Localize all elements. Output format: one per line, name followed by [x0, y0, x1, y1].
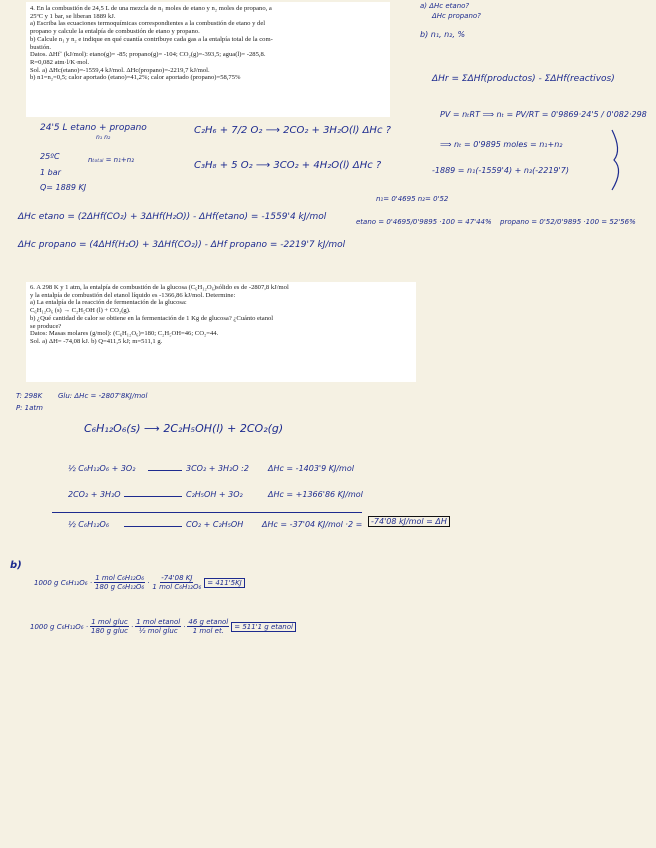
note-step1-left: ½ C₆H₁₂O₆ + 3O₂ — [68, 464, 136, 473]
note-heat-calc: 1000 g C₆H₁₂O₆ · $\frac{\text{1 mol C₆H₁₂O₆}}{\text{180 g C₆H₁₂O₆}}$ · $\frac{-74'08 KJ}{\text{1 mol C₆H₁₂O₆}}$ = 411'5KJ — [34, 574, 245, 591]
problem-6-line: se produce? — [30, 322, 62, 330]
fraction — [151, 574, 202, 591]
fraction — [90, 618, 129, 635]
sum-line — [52, 512, 362, 513]
problem-6-line: 6. A 298 K y 1 atm, la entalpía de combustión de la glucosa (C₆H₁₂O₆)sólido es de -2807,8 kJ/mol — [30, 284, 289, 291]
problem-6-line: C₆H₁₂O₆ (s) → C₂H₅OH (l) + CO₂(g). — [30, 307, 131, 315]
note-dh-ethane: ΔHc etano = (2ΔHf(CO₂) + 3ΔHf(H₂O)) - ΔHf(etano) = -1559'4 kJ/mol — [18, 212, 327, 222]
problem-4-line: bustión. — [30, 43, 52, 51]
note-given-volume: 24'5 L etano + propano — [40, 123, 147, 133]
note-dh-propane: ΔHc propano = (4ΔHf(H₂O) + 3ΔHf(CO₂)) - ΔHf propano = -2219'7 kJ/mol — [18, 240, 346, 250]
note-step3-left: ½ C₆H₁₂O₆ — [68, 520, 110, 529]
note-given-moles: n₁ n₂ — [96, 134, 111, 141]
note-propane-equation: C₃H₈ + 5 O₂ ⟶ 3CO₂ + 4H₂O(l) ΔHc ? — [194, 160, 382, 171]
fraction — [94, 574, 145, 591]
arrow-line — [124, 526, 182, 527]
problem-4-line: propano y calcule la entalpía de combustión de etano y propano. — [30, 28, 200, 36]
note-ideal-gas: PV = nₜRT ⟹ nₜ = PV/RT = 0'9869·24'5 / 0'082·298 — [440, 110, 647, 119]
fraction-den: ½ mol gluc — [138, 627, 178, 635]
note-percent-propane: propano = 0'52/0'9895 ·100 = 52'56% — [500, 218, 636, 226]
problem-6-statement — [26, 282, 416, 382]
note-fermentation-reaction: C₆H₁₂O₆(s) ⟶ 2C₂H₅OH(l) + 2CO₂(g) — [84, 422, 284, 435]
fraction-num: 1 mol C₆H₁₂O₆ — [95, 574, 145, 582]
note-total-moles: ⟹ nₜ = 0'9895 moles = n₁+n₂ — [440, 140, 563, 149]
arrow-line — [124, 496, 182, 497]
problem-4-line: 4. En la combustión de 24,5 L de una mezcla de n₁ moles de etano y n₂ moles de propano, a — [30, 5, 272, 12]
note-ntotal: nₜₒₜₐₗ = n₁+n₂ — [88, 156, 135, 164]
fraction-den: 180 g gluc — [91, 627, 128, 635]
note-ethanol-calc: 1000 g C₆H₁₂O₆ · $\frac{\text{1 mol gluc}}{\text{180 g gluc}}$ · $\frac{\text{1 mol etanol}}{\text{½ mol gluc}}$ · $\frac{\text{46 g etanol}}{\text{1 mol et.}}$ = 511'1 g etanol — [30, 618, 296, 635]
note-glucose-dh: Glu: ΔHc = -2807'8KJ/mol — [58, 392, 148, 400]
fraction-den: 1 mol et. — [192, 627, 224, 635]
note-system-equation: -1889 = n₁(-1559'4) + n₂(-2219'7) — [432, 166, 569, 175]
fraction-num: 46 g etanol — [188, 618, 229, 626]
note-given-heat: Q= 1889 KJ — [40, 183, 87, 192]
note-part-b-label: b) — [10, 560, 22, 571]
note-temperature: T: 298K — [16, 392, 43, 400]
answer-box-ethanol: = 511'1 g etanol — [231, 622, 296, 632]
problem-4-line: R=0,082 atm·l/K·mol. — [30, 58, 90, 66]
fraction — [135, 618, 181, 635]
problem-4-line: a) Escriba las ecuaciones termoquímicas correspondientes a la combustión de etano y del — [30, 20, 266, 28]
note-hess-law: ΔHr = ΣΔHf(productos) - ΣΔHf(reactivos) — [432, 74, 615, 84]
problem-6-line: a) La entalpía de la reacción de fermentación de la glucosa: — [30, 299, 187, 307]
fraction — [187, 618, 229, 635]
problem-6-line: b) ¿Qué cantidad de calor se obtiene en la fermentación de 1 Kg de glucosa? ¿Cuánto etanol — [30, 314, 274, 322]
calc-start: 1000 g C₆H₁₂O₆ · — [34, 578, 93, 587]
note-step2-right: C₂H₅OH + 3O₂ — [186, 490, 243, 499]
problem-4-line: b) n1=n₂=0,5; calor aportado (etano)=41,2%; calor aportado (propano)=58,75% — [30, 74, 241, 82]
note-ethane-equation: C₂H₆ + 7/2 O₂ ⟶ 2CO₂ + 3H₂O(l) ΔHc ? — [194, 125, 391, 136]
answer-box-dh: -74'08 kJ/mol = ΔH — [368, 516, 450, 527]
note-question-a: a) ΔHc etano? — [420, 2, 470, 10]
note-percent-ethane: etano = 0'4695/0'9895 ·100 = 47'44% — [356, 218, 492, 226]
note-step3-dh: ΔHc = -37'04 KJ/mol ·2 = — [262, 520, 363, 529]
problem-4-line: Sol. a) ΔHc(etano)=-1559,4 kJ/mol. ΔHc(propano)=-2219,7 kJ/mol. — [30, 66, 210, 74]
answer-box-heat: = 411'5KJ — [204, 578, 244, 588]
note-given-temp: 25ºC — [40, 152, 60, 161]
note-given-pressure: 1 bar — [40, 168, 61, 177]
note-question-b: b) n₁, n₂, % — [420, 30, 466, 39]
fraction-num: 1 mol gluc — [91, 618, 128, 626]
fraction-den: 180 g C₆H₁₂O₆ — [95, 583, 145, 591]
problem-6-line: y la entalpía de combustión del etanol líquido es -1366,86 kJ/mol. Determine: — [30, 291, 236, 299]
note-pressure: P: 1atm — [16, 404, 43, 412]
note-step1-dh: ΔHc = -1403'9 KJ/mol — [268, 464, 354, 473]
problem-4-line: b) Calcule n₁ y n₂ e indique en qué cuantía contribuye cada gas a la entalpía total de la com- — [30, 35, 273, 43]
fraction-num: 1 mol etanol — [136, 618, 181, 626]
problem-4-line: 25ºC y 1 bar, se liberan 1889 kJ. — [30, 12, 116, 20]
note-step2-dh: ΔHc = +1366'86 KJ/mol — [268, 490, 363, 499]
fraction-den: 1 mol C₆H₁₂O₆ — [152, 583, 202, 591]
fraction-num: -74'08 KJ — [161, 574, 193, 582]
note-mole-results: n₁= 0'4695 n₂= 0'52 — [376, 195, 449, 203]
note-step1-right: 3CO₂ + 3H₂O :2 — [186, 464, 249, 473]
calc-start: 1000 g C₆H₁₂O₆ · — [30, 622, 89, 631]
note-step2-left: 2CO₂ + 3H₂O — [68, 490, 121, 499]
arrow-line — [148, 470, 182, 471]
note-step3-right: CO₂ + C₂H₅OH — [186, 520, 244, 529]
note-question-a2: ΔHc propano? — [432, 12, 481, 20]
problem-6-line: Datos: Masas molares (g/mol): (C₆H₁₂O₆)=180; C₂H₅OH=46; CO₂=44. — [30, 330, 219, 338]
problem-6-line: Sol. a) ΔH= -74,08 kJ. b) Q=411,5 kJ; m=511,1 g. — [30, 337, 163, 345]
problem-4-line: Datos. ΔHf˚ (kJ/mol): etano(g)= -85; propano(g)= -104; CO₂(g)=-393,5; agua(l)= -285,8. — [30, 51, 266, 59]
